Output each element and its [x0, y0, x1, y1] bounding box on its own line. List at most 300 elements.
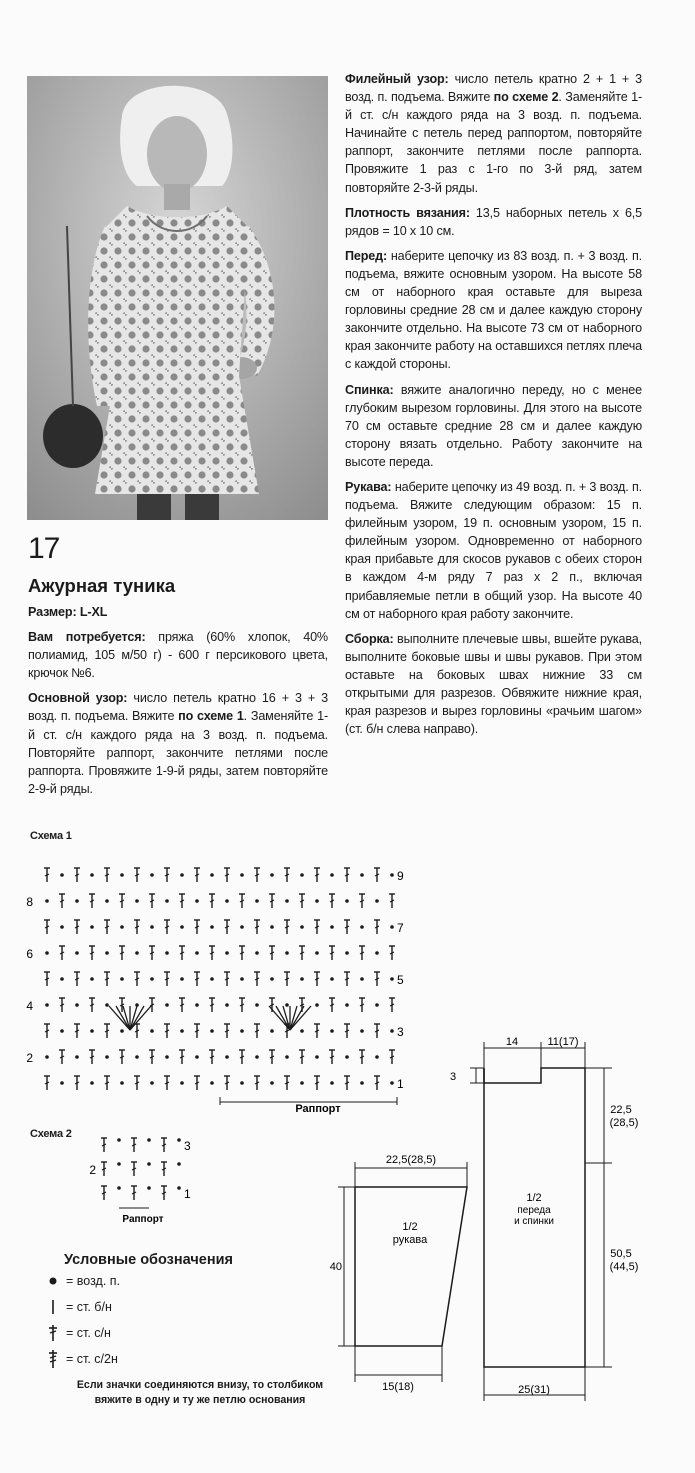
- stitch-symbol: [59, 1050, 65, 1064]
- stitch-symbol: [254, 972, 260, 986]
- sleeve-subtitle: рукава: [392, 1234, 428, 1246]
- chain-dot: [177, 1138, 181, 1142]
- double-crochet-icon: [44, 1323, 62, 1343]
- chain-dot: [255, 951, 259, 955]
- stitch-symbol: [254, 1076, 260, 1090]
- stitch-symbol: [134, 1076, 140, 1090]
- stitch-symbol: [74, 1024, 80, 1038]
- size-value: L-XL: [79, 605, 108, 619]
- chain-dot: [150, 873, 154, 877]
- legend-item: [44, 1320, 344, 1346]
- body-diagram: [440, 1025, 660, 1420]
- chain-dot: [240, 1029, 244, 1033]
- scheme2-row-number: 1: [184, 1187, 191, 1201]
- stitch-symbol: [284, 972, 290, 986]
- scheme2-ref: по схеме 2: [493, 90, 559, 105]
- stitch-symbol: [44, 972, 50, 986]
- density-paragraph: [345, 204, 642, 240]
- stitch-symbol: [389, 1050, 395, 1064]
- body-length-alt-dim: (44,5): [609, 1261, 639, 1273]
- chain-dot: [255, 1055, 259, 1059]
- stitch-symbol: [179, 946, 185, 960]
- chain-dot: [60, 873, 64, 877]
- chain-dot: [390, 1029, 394, 1033]
- stitch-symbol: [179, 894, 185, 908]
- stitch-symbol: [149, 998, 155, 1012]
- chain-dot: [225, 1055, 229, 1059]
- stitch-symbol: [74, 1076, 80, 1090]
- stitch-symbol: [164, 1024, 170, 1038]
- chain-dot: [255, 1003, 259, 1007]
- stitch-symbol: [389, 998, 395, 1012]
- stitch-symbol: [104, 1024, 110, 1038]
- chain-dot: [60, 925, 64, 929]
- scheme1-row-number: 9: [397, 869, 404, 883]
- stitch-symbol: [254, 920, 260, 934]
- legend-item-text: = ст. с/н: [66, 1326, 111, 1340]
- chain-dot: [165, 1003, 169, 1007]
- chain-dot: [270, 873, 274, 877]
- chain-dot: [177, 1162, 181, 1166]
- chain-dot: [120, 873, 124, 877]
- legend-item: [44, 1268, 344, 1294]
- stitch-symbol: [44, 920, 50, 934]
- stitch-symbol: [344, 920, 350, 934]
- materials-label: Вам потребуется:: [28, 630, 146, 645]
- stitch-symbol: [161, 1162, 167, 1176]
- stitch-symbol: [104, 972, 110, 986]
- chain-dot: [90, 1029, 94, 1033]
- density-text: 13,5 наборных петель х 6,5 рядов = 10 х 10 см.: [345, 205, 643, 238]
- stitch-symbol: [314, 1024, 320, 1038]
- chain-dot: [210, 925, 214, 929]
- stitch-symbol: [134, 920, 140, 934]
- scheme1-label: Схема 1: [30, 830, 72, 842]
- chain-dot: [360, 925, 364, 929]
- back-paragraph: [345, 381, 642, 471]
- main-pattern-text-cont: . Заменяйте 1-й ст. с/н каждого ряда на 3 возд. п. подъема. Повторяйте раппорт, закончите петлями после раппорта. Провяжите 1-9-й ряды, затем повторяйте 2-9-й ряды.: [28, 709, 328, 796]
- chain-dot: [330, 1081, 334, 1085]
- sleeve-top-dim: 22,5(28,5): [385, 1154, 437, 1166]
- scheme2-row-number: 3: [184, 1139, 191, 1153]
- stitch-symbol: [149, 894, 155, 908]
- chain-dot: [270, 977, 274, 981]
- chain-dot: [150, 977, 154, 981]
- stitch-symbol: [284, 868, 290, 882]
- size-label: Размер:: [28, 605, 77, 619]
- chain-dot: [390, 977, 394, 981]
- chain-dot: [285, 899, 289, 903]
- chain-dot: [330, 925, 334, 929]
- stitch-symbol: [224, 972, 230, 986]
- chain-dot: [60, 1081, 64, 1085]
- chain-dot: [345, 899, 349, 903]
- chain-dot: [150, 1029, 154, 1033]
- chain-dot: [315, 899, 319, 903]
- chain-dot: [210, 873, 214, 877]
- front-text: наберите цепочку из 83 возд. п. + 3 возд. п. подъема, вяжите основным узором. На высоте 58 см от наборного края оставьте для выреза горловины средние 28 см и далее каждую сторону закончите отдельно. На высоте 73 см от наборного края закончите работу на оставшихся петлях плеча с каждой стороны.: [345, 248, 642, 372]
- stitch-symbol: [329, 1050, 335, 1064]
- chain-dot: [210, 1029, 214, 1033]
- chain-dot: [45, 1003, 49, 1007]
- chain-dot: [195, 899, 199, 903]
- chain-dot: [120, 977, 124, 981]
- stitch-symbol: [134, 1024, 140, 1038]
- stitch-symbol: [44, 1024, 50, 1038]
- chain-dot: [345, 951, 349, 955]
- chain-dot: [330, 1029, 334, 1033]
- chain-dot: [345, 1055, 349, 1059]
- chain-dot: [135, 951, 139, 955]
- chain-dot: [120, 1081, 124, 1085]
- sleeve-title: 1/2: [402, 1221, 418, 1233]
- body-length-dim: 50,5: [610, 1248, 632, 1260]
- scheme2-chart: [80, 1122, 210, 1232]
- stitch-symbol: [119, 894, 125, 908]
- stitch-symbol: [89, 998, 95, 1012]
- stitch-symbol: [374, 868, 380, 882]
- stitch-symbol: [269, 1050, 275, 1064]
- chain-dot: [75, 951, 79, 955]
- chain-dot: [390, 925, 394, 929]
- stitch-symbol: [89, 946, 95, 960]
- chain-dot: [300, 873, 304, 877]
- stitch-symbol: [224, 920, 230, 934]
- stitch-symbol: [329, 894, 335, 908]
- back-label: Спинка:: [345, 382, 394, 397]
- chain-dot: [105, 951, 109, 955]
- stitch-symbol: [104, 1076, 110, 1090]
- chain-dot: [210, 977, 214, 981]
- pattern-title: Ажурная туника: [28, 575, 176, 596]
- stitch-symbol: [284, 920, 290, 934]
- chain-dot: [180, 873, 184, 877]
- chain-dot: [147, 1186, 151, 1190]
- body-neck-dim: 14: [505, 1036, 519, 1048]
- chain-dot: [240, 925, 244, 929]
- chain-dot: [165, 951, 169, 955]
- chain-dot: [375, 899, 379, 903]
- stitch-symbol: [374, 1076, 380, 1090]
- stitch-symbol: [149, 946, 155, 960]
- chain-dot: [180, 977, 184, 981]
- back-text: вяжите аналогично переду, но с менее глубоким вырезом горловины. Для этого на высоте 70 см оставьте средние 28 см и далее каждую сторону вязать отдельно. Работу закончите на высоте переда.: [345, 382, 642, 469]
- stitch-symbol: [194, 868, 200, 882]
- stitch-symbol: [164, 972, 170, 986]
- scheme1-row-number: 2: [26, 1051, 33, 1065]
- stitch-symbol: [389, 894, 395, 908]
- model-photo: [27, 76, 328, 520]
- stitch-symbol: [74, 868, 80, 882]
- body-subtitle-1: переда: [517, 1205, 551, 1216]
- stitch-symbol: [134, 868, 140, 882]
- legend-item-text: = возд. п.: [66, 1274, 121, 1288]
- stitch-symbol: [209, 998, 215, 1012]
- chain-dot: [390, 873, 394, 877]
- stitch-symbol: [161, 1138, 167, 1152]
- stitch-symbol: [239, 894, 245, 908]
- chain-dot: [270, 1029, 274, 1033]
- chain-dot: [75, 1055, 79, 1059]
- stitch-symbol: [224, 1024, 230, 1038]
- chain-dot: [300, 1029, 304, 1033]
- chain-dot: [375, 1055, 379, 1059]
- scheme1-row-number: 3: [397, 1025, 404, 1039]
- chain-dot: [360, 873, 364, 877]
- main-pattern-paragraph: [28, 689, 328, 798]
- assembly-label: Сборка:: [345, 631, 394, 646]
- stitch-symbol: [74, 920, 80, 934]
- main-pattern-text: число петель кратно 16 + 3 + 3 возд. п. подъема. Вяжите: [28, 691, 328, 724]
- legend-item: [44, 1346, 344, 1372]
- stitch-symbol: [194, 920, 200, 934]
- filet-text-cont: . Заменяйте 1-й ст. с/н каждого ряда на 3 возд. п. подъема. Начинайте с петель перед раппортом, повторяйте раппорт, закончите петлями после раппорта. Провяжите 1 раз с 1-го по 3-й ряд, затем повторяйте 2-3-й ряды.: [345, 90, 642, 195]
- stitch-symbol: [164, 868, 170, 882]
- chain-dot: [147, 1162, 151, 1166]
- chain-dot: [315, 1055, 319, 1059]
- stitch-symbol: [269, 946, 275, 960]
- chain-dot: [270, 925, 274, 929]
- chain-dot: [150, 1081, 154, 1085]
- stitch-symbol: [374, 920, 380, 934]
- stitch-symbol: [209, 1050, 215, 1064]
- stitch-symbol: [131, 1138, 137, 1152]
- size-paragraph: [28, 603, 328, 621]
- body-shoulder-dim: 11(17): [547, 1036, 579, 1048]
- stitch-symbol: [104, 920, 110, 934]
- chain-dot: [90, 1081, 94, 1085]
- scheme2-repeat-label: Раппорт: [122, 1214, 164, 1225]
- stitch-symbol: [314, 920, 320, 934]
- chain-dot: [330, 977, 334, 981]
- stitch-symbol: [284, 1076, 290, 1090]
- right-text-column: [345, 70, 642, 745]
- stitch-symbol: [329, 946, 335, 960]
- stitch-symbol: [59, 946, 65, 960]
- chain-dot: [90, 977, 94, 981]
- stitch-symbol: [224, 1076, 230, 1090]
- stitch-symbol: [224, 868, 230, 882]
- body-neck-depth-dim: 3: [449, 1071, 457, 1083]
- body-armhole-alt-dim: (28,5): [609, 1117, 639, 1129]
- chain-dot: [300, 977, 304, 981]
- chain-dot: [345, 1003, 349, 1007]
- stitch-symbol: [101, 1162, 107, 1176]
- chain-dot: [375, 1003, 379, 1007]
- legend: [44, 1252, 344, 1372]
- stitch-symbol: [314, 1076, 320, 1090]
- scheme1-row-number: 7: [397, 921, 404, 935]
- chain-dot: [240, 873, 244, 877]
- filet-label: Филейный узор:: [345, 72, 449, 86]
- chain-dot: [117, 1186, 121, 1190]
- chain-dot: [210, 1081, 214, 1085]
- stitch-symbol: [104, 868, 110, 882]
- sleeves-text: наберите цепочку из 49 возд. п. + 3 возд. п. подъема. Вяжите следующим образом: 15 п. филейным узором, 19 п. основным узором, 15 п. филейным узором. Одновременно от наборного края прибавьте для скосов рукавов с обеих сторон в каждом 4-м ряду 7 раз х 2 п., включая прибавляемые петли в общий узор. На высоте 40 см от наборного края работу закончите.: [345, 479, 642, 621]
- filet-text: число петель кратно 2 + 1 + 3 возд. п. подъема. Вяжите: [345, 72, 643, 105]
- stitch-symbol: [344, 868, 350, 882]
- chain-dot: [195, 1003, 199, 1007]
- density-label: Плотность вязания:: [345, 205, 470, 220]
- chain-dot: [117, 1138, 121, 1142]
- assembly-paragraph: [345, 630, 642, 739]
- materials-text: пряжа (60% хлопок, 40% полиамид, 105 м/50 г) - 600 г персикового цвета, крючок №6.: [28, 630, 328, 681]
- double-crochet-2-icon: [44, 1348, 62, 1370]
- stitch-symbol: [134, 972, 140, 986]
- stitch-symbol: [89, 894, 95, 908]
- body-subtitle-2: и спинки: [514, 1216, 554, 1227]
- chain-dot: [360, 1081, 364, 1085]
- stitch-symbol: [161, 1186, 167, 1200]
- scheme1-row-number: 5: [397, 973, 404, 987]
- body-title: 1/2: [526, 1192, 542, 1204]
- chain-dot: [240, 977, 244, 981]
- chain-dot: [117, 1162, 121, 1166]
- stitch-symbol: [44, 1076, 50, 1090]
- chain-dot: [390, 1081, 394, 1085]
- stitch-symbol: [374, 972, 380, 986]
- chain-dot: [285, 1055, 289, 1059]
- stitch-symbol: [359, 998, 365, 1012]
- body-armhole-dim: 22,5: [610, 1104, 632, 1116]
- chain-dot: [225, 951, 229, 955]
- chain-dot: [300, 925, 304, 929]
- stitch-symbol: [194, 1024, 200, 1038]
- chain-dot: [225, 899, 229, 903]
- chain-dot: [105, 1055, 109, 1059]
- stitch-symbol: [239, 998, 245, 1012]
- stitch-symbol: [131, 1186, 137, 1200]
- scheme1-row-number: 4: [26, 999, 33, 1013]
- chain-stitch-icon: [44, 1276, 62, 1286]
- chain-dot: [90, 925, 94, 929]
- materials-paragraph: [28, 628, 328, 682]
- scheme2-label: Схема 2: [30, 1128, 72, 1140]
- scheme1-ref: по схеме 1: [178, 709, 244, 724]
- chain-dot: [180, 1029, 184, 1033]
- stitch-symbol: [101, 1138, 107, 1152]
- chain-dot: [315, 1003, 319, 1007]
- chain-dot: [60, 977, 64, 981]
- chain-dot: [120, 925, 124, 929]
- stitch-symbol: [344, 972, 350, 986]
- chain-dot: [45, 899, 49, 903]
- chain-dot: [105, 899, 109, 903]
- chain-dot: [285, 951, 289, 955]
- stitch-symbol: [299, 1050, 305, 1064]
- fan-stitch: [276, 1006, 290, 1030]
- stitch-symbol: [344, 1076, 350, 1090]
- chain-dot: [300, 1081, 304, 1085]
- stitch-symbol: [359, 1050, 365, 1064]
- chain-dot: [177, 1186, 181, 1190]
- chain-dot: [285, 1003, 289, 1007]
- front-label: Перед:: [345, 248, 388, 263]
- stitch-symbol: [389, 946, 395, 960]
- fan-stitch: [116, 1006, 130, 1030]
- stitch-symbol: [59, 894, 65, 908]
- pattern-number: 17: [28, 532, 60, 565]
- chain-dot: [330, 873, 334, 877]
- chain-dot: [375, 951, 379, 955]
- chain-dot: [75, 1003, 79, 1007]
- legend-item-text: = ст. с/2н: [66, 1352, 118, 1366]
- stitch-symbol: [119, 1050, 125, 1064]
- body-width-dim: 25(31): [518, 1384, 550, 1396]
- scheme1-repeat-label: Раппорт: [295, 1103, 341, 1115]
- chain-dot: [360, 1029, 364, 1033]
- scheme1-row-number: 8: [26, 895, 33, 909]
- fan-stitch: [290, 1006, 304, 1030]
- filet-paragraph: [345, 70, 642, 197]
- stitch-symbol: [299, 946, 305, 960]
- chain-dot: [255, 899, 259, 903]
- stitch-symbol: [329, 998, 335, 1012]
- single-crochet-icon: [44, 1298, 62, 1316]
- stitch-symbol: [164, 920, 170, 934]
- chain-dot: [60, 1029, 64, 1033]
- stitch-symbol: [209, 894, 215, 908]
- chain-dot: [195, 951, 199, 955]
- chain-dot: [45, 1055, 49, 1059]
- stitch-symbol: [254, 1024, 260, 1038]
- chain-dot: [195, 1055, 199, 1059]
- stitch-symbol: [344, 1024, 350, 1038]
- chain-dot: [180, 1081, 184, 1085]
- stitch-symbol: [359, 946, 365, 960]
- legend-title: Условные обозначения: [64, 1252, 233, 1268]
- sleeves-paragraph: [345, 478, 642, 623]
- stitch-symbol: [179, 1050, 185, 1064]
- stitch-symbol: [131, 1162, 137, 1176]
- chain-dot: [90, 873, 94, 877]
- stitch-symbol: [254, 868, 260, 882]
- left-text-column: [28, 603, 328, 805]
- scheme2-row-number: 2: [89, 1163, 96, 1177]
- sleeves-label: Рукава:: [345, 479, 392, 494]
- stitch-symbol: [74, 972, 80, 986]
- scheme1-row-number: 1: [397, 1077, 404, 1091]
- chain-dot: [120, 1029, 124, 1033]
- chain-dot: [135, 1055, 139, 1059]
- legend-note: Если значки соединяются внизу, то столбиком вяжите в одну и ту же петлю основания: [76, 1379, 324, 1406]
- main-pattern-label: Основной узор:: [28, 691, 128, 706]
- chain-dot: [165, 1055, 169, 1059]
- stitch-symbol: [374, 1024, 380, 1038]
- stitch-symbol: [59, 998, 65, 1012]
- assembly-text: выполните плечевые швы, вшейте рукава, выполните боковые швы и швы рукавов. При этом оставьте на боковых швах нижние 33 см открытыми для разрезов. Обвяжите нижние края, края разрезов и вырез горловины «рачьим шагом» (ст. б/н слева направо).: [345, 631, 642, 737]
- chain-dot: [150, 925, 154, 929]
- legend-item-text: = ст. б/н: [66, 1300, 112, 1314]
- chain-dot: [135, 899, 139, 903]
- stitch-symbol: [359, 894, 365, 908]
- chain-dot: [180, 925, 184, 929]
- scheme1-row-number: 6: [26, 947, 33, 961]
- stitch-symbol: [119, 946, 125, 960]
- stitch-symbol: [269, 894, 275, 908]
- stitch-symbol: [314, 972, 320, 986]
- scheme1-chart: [25, 850, 415, 1120]
- legend-item: [44, 1294, 344, 1320]
- sleeve-height-dim: 40: [330, 1261, 342, 1273]
- stitch-symbol: [194, 972, 200, 986]
- stitch-symbol: [299, 894, 305, 908]
- chain-dot: [147, 1138, 151, 1142]
- chain-dot: [240, 1081, 244, 1085]
- stitch-symbol: [179, 998, 185, 1012]
- stitch-symbol: [149, 1050, 155, 1064]
- stitch-symbol: [101, 1186, 107, 1200]
